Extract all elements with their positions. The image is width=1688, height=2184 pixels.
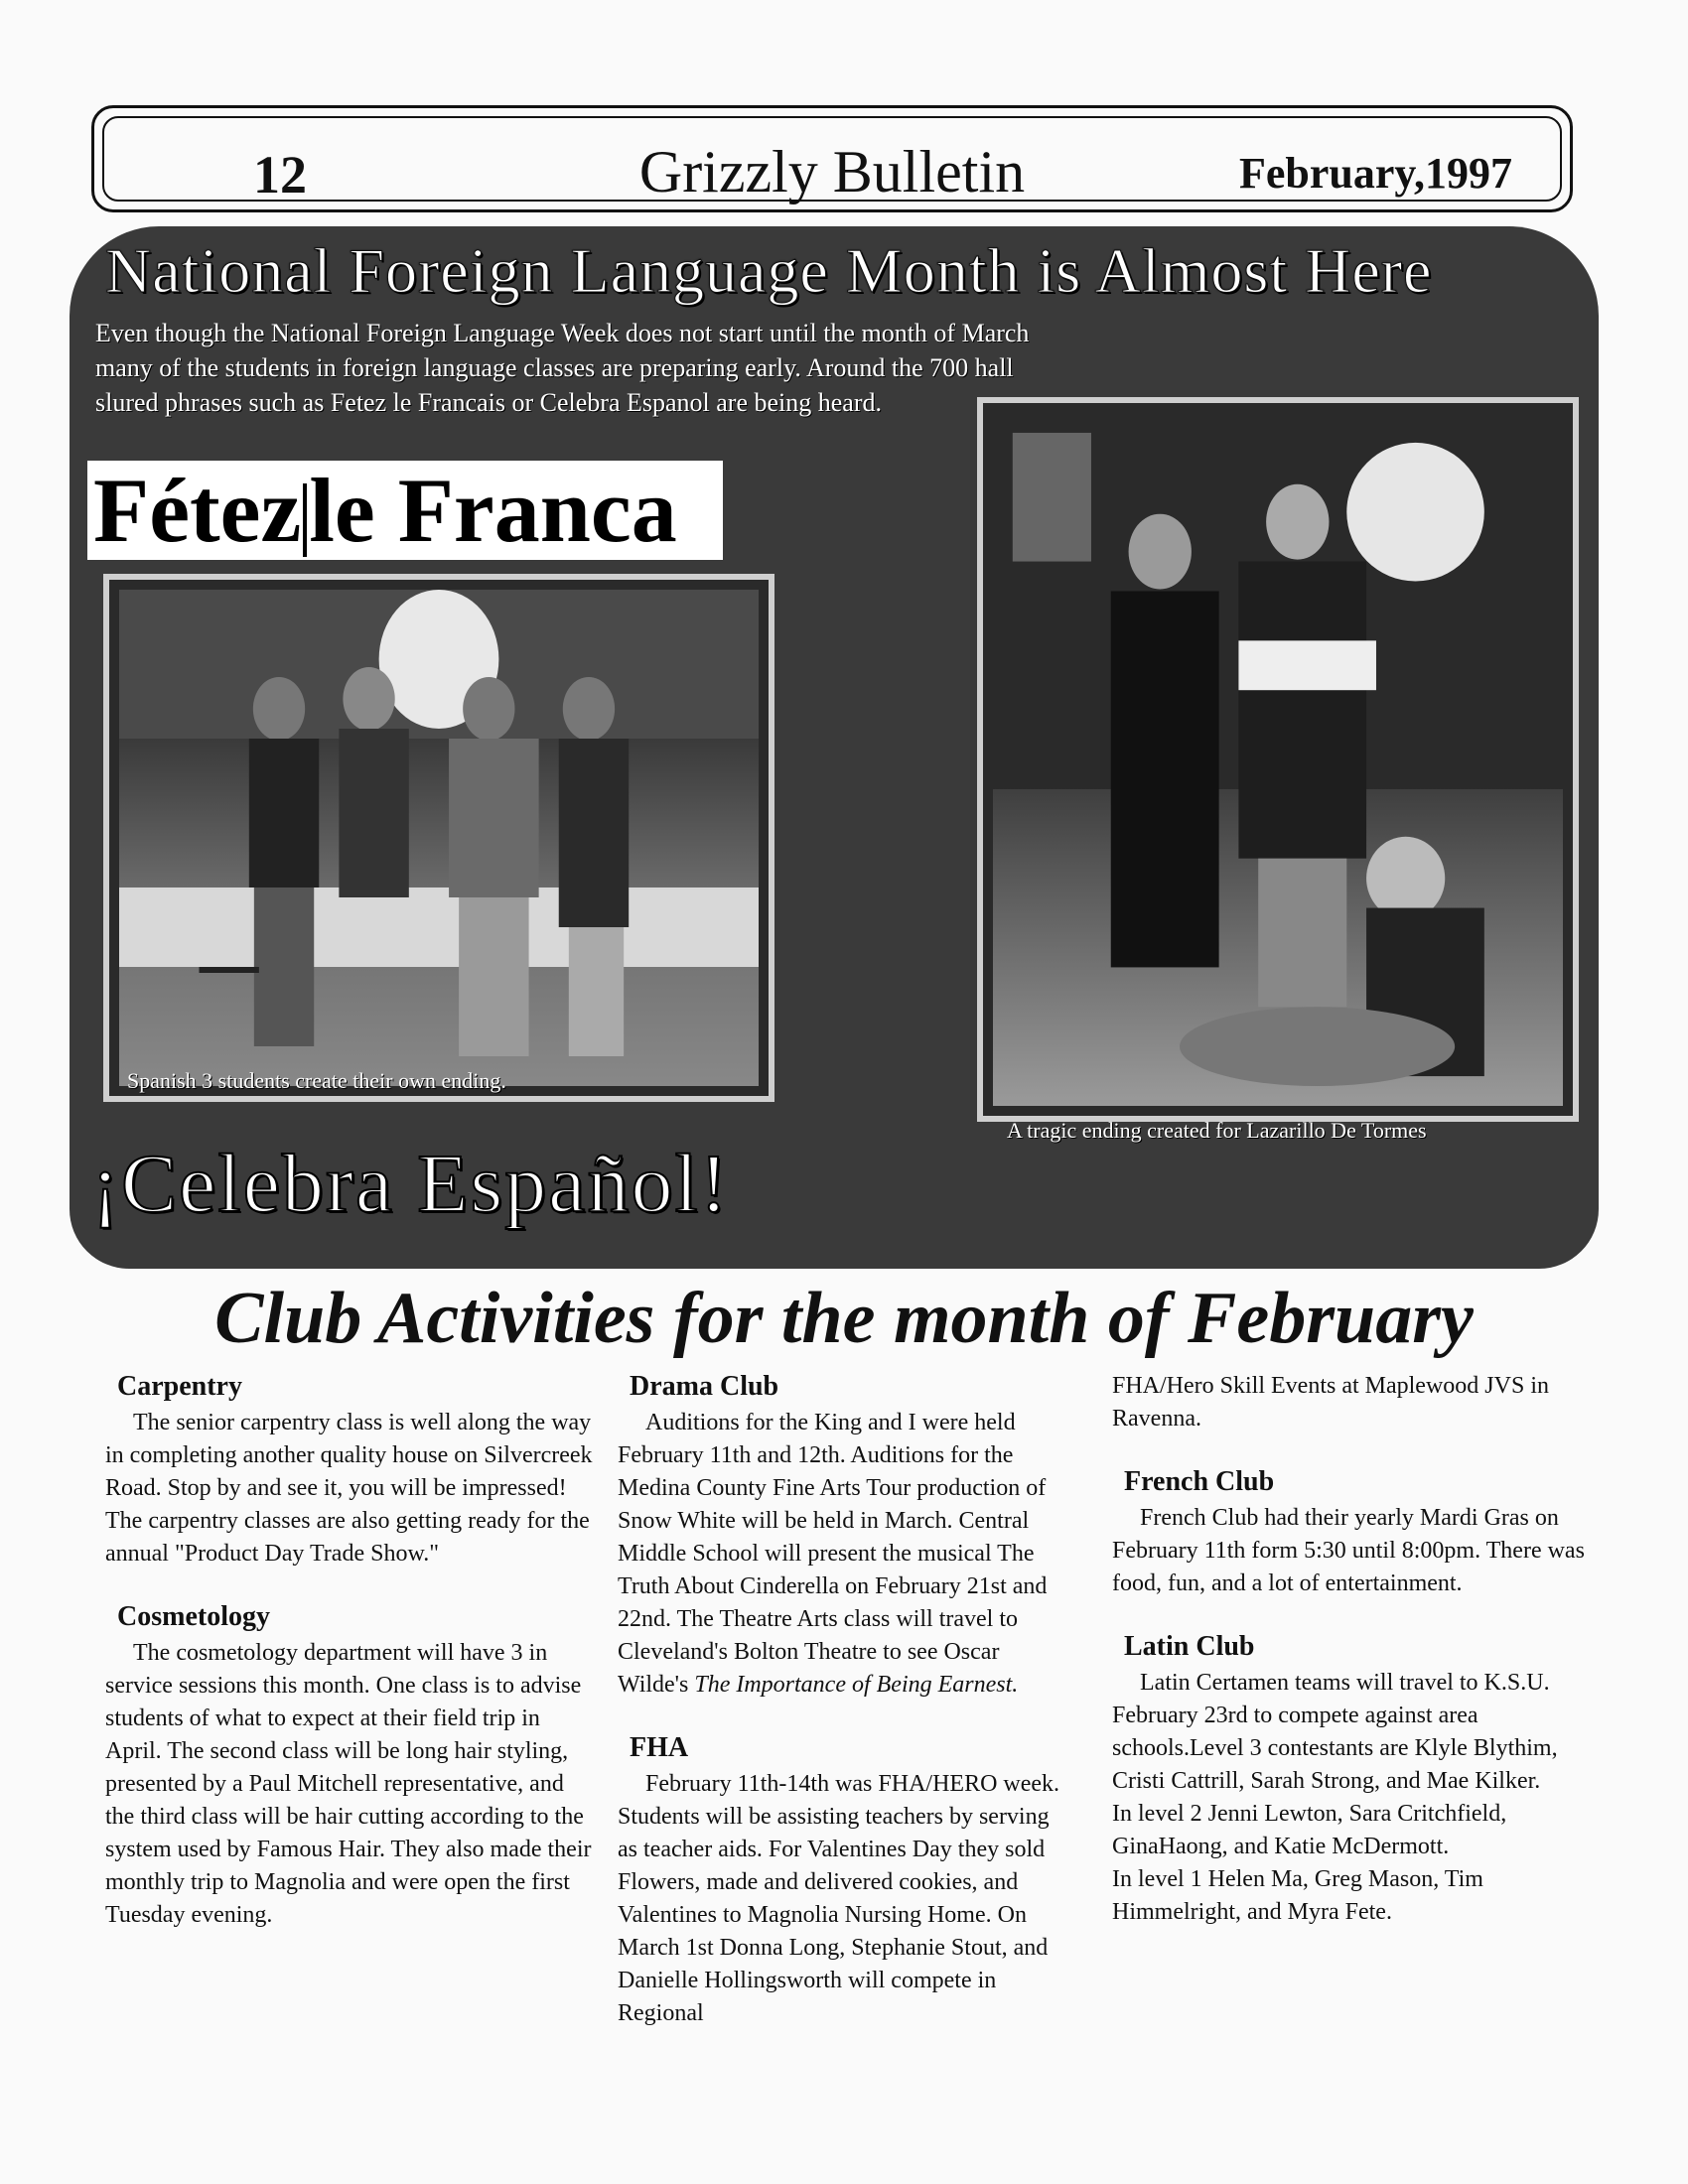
page-number: 12 [253,145,307,205]
feature-panel [70,226,1599,1269]
photo-spanish-students [103,574,774,1102]
fha-text-continued: FHA/Hero Skill Events at Maplewood JVS in Ravenna. [1112,1373,1549,1432]
drama-section [618,1370,1074,1702]
fetez-word: Fétez [93,461,302,560]
le-franca-words: le Franca [309,461,677,560]
newspaper-title: Grizzly Bulletin [638,139,1026,205]
fha-section [618,1731,1074,2030]
photo-tragic-ending-image [993,413,1563,1106]
carpentry-title: Carpentry [117,1371,242,1402]
latin-section [1112,1630,1599,1929]
french-section [1112,1465,1599,1600]
caption-tragic-ending: A tragic ending created for Lazarillo De Tormes [1007,1118,1427,1143]
fha-text: February 11th-14th was FHA/HERO week. Students will be assisting teachers by serving as teacher aids. For Valentines Day they sold Flowers, made and delivered cookies, and Valentines to Magnolia Nursing Home. On March 1st Donna Long, Stephanie Stout, and Danielle Hollingsworth will compete in Regional [618,1771,1060,2026]
carpentry-text-1: The senior carpentry class is well along the way in completing another quality house on Silvercreek Road. Stop by and see it, you will be impressed! [105,1410,593,1501]
latin-text-1: Latin Certamen teams will travel to K.S.U. February 23rd to compete against area schools.Level 3 contestants are Klyle Blythim, Cristi Cattrill, Sarah Strong, and Mae Kilker. [1112,1670,1558,1794]
feature-headline: National Foreign Language Month is Almost Here [105,235,1433,306]
french-text: French Club had their yearly Mardi Gras on February 11th form 5:30 until 8:00pm. There was food, fun, and a lot of entertainment. [1112,1505,1585,1596]
column-1 [105,1370,598,1962]
banner-divider [303,483,307,557]
feature-intro: Even though the National Foreign Language Week does not start until the month of March many of the students in foreign language classes are preparing early. Around the 700 hall slured phrases such as Fetez le Francais or Celebra Espanol are being heard. [95,319,1030,417]
french-title: French Club [1124,1466,1275,1497]
masthead [91,105,1573,212]
fha-title: FHA [630,1732,689,1763]
photo-scene-illustration [993,413,1563,1106]
photo-figures-illustration [119,590,759,1086]
latin-text-3: In level 1 Helen Ma, Greg Mason, Tim Himmelright, and Myra Fete. [1112,1866,1483,1925]
cosmetology-section [105,1600,598,1932]
photo-tragic-ending [977,397,1579,1122]
fetez-banner [87,461,723,560]
issue-date: February,1997 [1239,149,1512,198]
club-activities-heading: Club Activities for the month of February [214,1278,1474,1359]
latin-text-2: In level 2 Jenni Lewton, Sara Critchfield, GinaHaong, and Katie McDermott. [1112,1801,1507,1859]
carpentry-text-2: The carpentry classes are also getting ready for the annual "Product Day Trade Show." [105,1508,590,1567]
fha-continued [1112,1370,1599,1435]
photo-spanish-students-image [119,590,759,1086]
column-2 [618,1370,1074,2060]
carpentry-section [105,1370,598,1570]
latin-title: Latin Club [1124,1631,1255,1662]
drama-title: Drama Club [630,1371,779,1402]
masthead-inner-border [102,116,1562,205]
cosmetology-title: Cosmetology [117,1601,270,1632]
caption-spanish-students: Spanish 3 students create their own ending. [127,1068,506,1093]
drama-play-title: The Importance of Being Earnest. [694,1672,1019,1698]
celebra-espanol-banner: ¡Celebra Español! [91,1138,730,1230]
drama-text-main: Auditions for the King and I were held February 11th and 12th. Auditions for the Medina County Fine Arts Tour production of Snow White will be held in March. Central Middle School will present the musical The Truth About Cinderella on February 21st and 22nd. The Theatre Arts class will travel to Cleveland's Bolton Theatre to see Oscar Wilde's [618,1410,1048,1698]
cosmetology-text: The cosmetology department will have 3 in service sessions this month. One class is to advise students of what to expect at their field trip in April. The second class will be long hair styling, presented by a Paul Mitchell representative, and the third class will be hair cutting according to the system used by Famous Hair. They also made their monthly trip to Magnolia and were open the first Tuesday evening. [105,1640,592,1928]
drama-text [618,1407,1074,1702]
column-3 [1112,1370,1599,1959]
